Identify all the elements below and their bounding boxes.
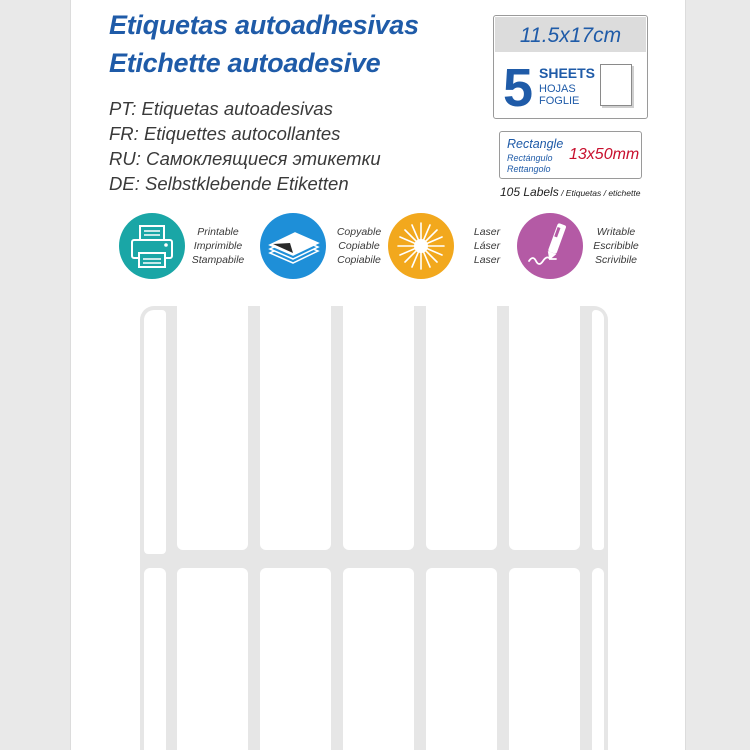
feature-line: Scrivibile	[594, 254, 637, 266]
sticker-label	[343, 568, 414, 750]
sheets-label-en: SHEETS	[539, 65, 596, 81]
feature-line: Printable	[197, 226, 239, 238]
label-dimensions: 13x50mm	[569, 146, 640, 163]
label-sheet	[140, 306, 608, 750]
feature-line: Laser	[473, 226, 501, 238]
title-italian: Etichette autoadesive	[109, 48, 381, 78]
sticker-label	[592, 310, 604, 550]
shape-info-box	[499, 131, 642, 179]
feature-line: Stampabile	[191, 254, 245, 266]
sticker-label	[177, 306, 248, 550]
shape-label-it: Rettangolo	[507, 164, 551, 174]
sticker-label	[260, 568, 331, 750]
sheets-label-it: FOGLIE	[539, 95, 580, 107]
feature-laser	[388, 213, 518, 281]
sticker-label	[144, 568, 166, 750]
printer-icon	[119, 213, 185, 279]
sticker-label	[592, 568, 604, 750]
sticker-label	[509, 568, 580, 750]
laser-burst-icon	[388, 213, 454, 279]
pen-writing-icon	[517, 213, 583, 279]
sticker-label	[343, 306, 414, 550]
language-line-fr: FR: Etiquettes autocollantes	[109, 123, 341, 144]
feature-line: Laser	[473, 254, 501, 266]
language-line-de: DE: Selbstklebende Etiketten	[109, 173, 349, 194]
feature-printable	[119, 213, 249, 281]
feature-writable	[517, 213, 647, 281]
feature-line: Copiable	[338, 240, 380, 252]
language-line-pt: PT: Etiquetas autoadesivas	[109, 98, 333, 119]
feature-line: Imprimible	[193, 240, 243, 252]
sheets-label-es: HOJAS	[539, 83, 576, 95]
feature-line: Writable	[596, 226, 636, 238]
labels-count-translations: / Etiquetas / etichette	[558, 188, 641, 198]
title-spanish: Etiquetas autoadhesivas	[109, 10, 419, 40]
labels-count	[500, 183, 640, 201]
feature-line: Escribible	[593, 240, 639, 252]
feature-line: Copiabile	[337, 254, 381, 266]
sheet-icon	[600, 64, 632, 106]
sheet-count: 5	[503, 58, 534, 118]
sticker-label	[509, 306, 580, 550]
sticker-label	[177, 568, 248, 750]
sheet-size: 11.5x17cm	[495, 17, 646, 52]
shape-label-en: Rectangle	[507, 137, 564, 151]
sticker-label	[426, 306, 497, 550]
sticker-label	[426, 568, 497, 750]
paper-stack-icon	[260, 213, 326, 279]
language-line-ru: RU: Самоклеящиеся этикетки	[109, 148, 381, 169]
sticker-label	[260, 306, 331, 550]
labels-count-main: 105 Labels	[500, 185, 559, 199]
shape-label-es: Rectángulo	[507, 153, 553, 163]
sticker-label	[144, 310, 166, 554]
feature-copyable	[260, 213, 390, 281]
sheet-info-box	[493, 15, 648, 119]
feature-line: Copyable	[336, 226, 382, 238]
feature-line: Láser	[473, 240, 501, 252]
